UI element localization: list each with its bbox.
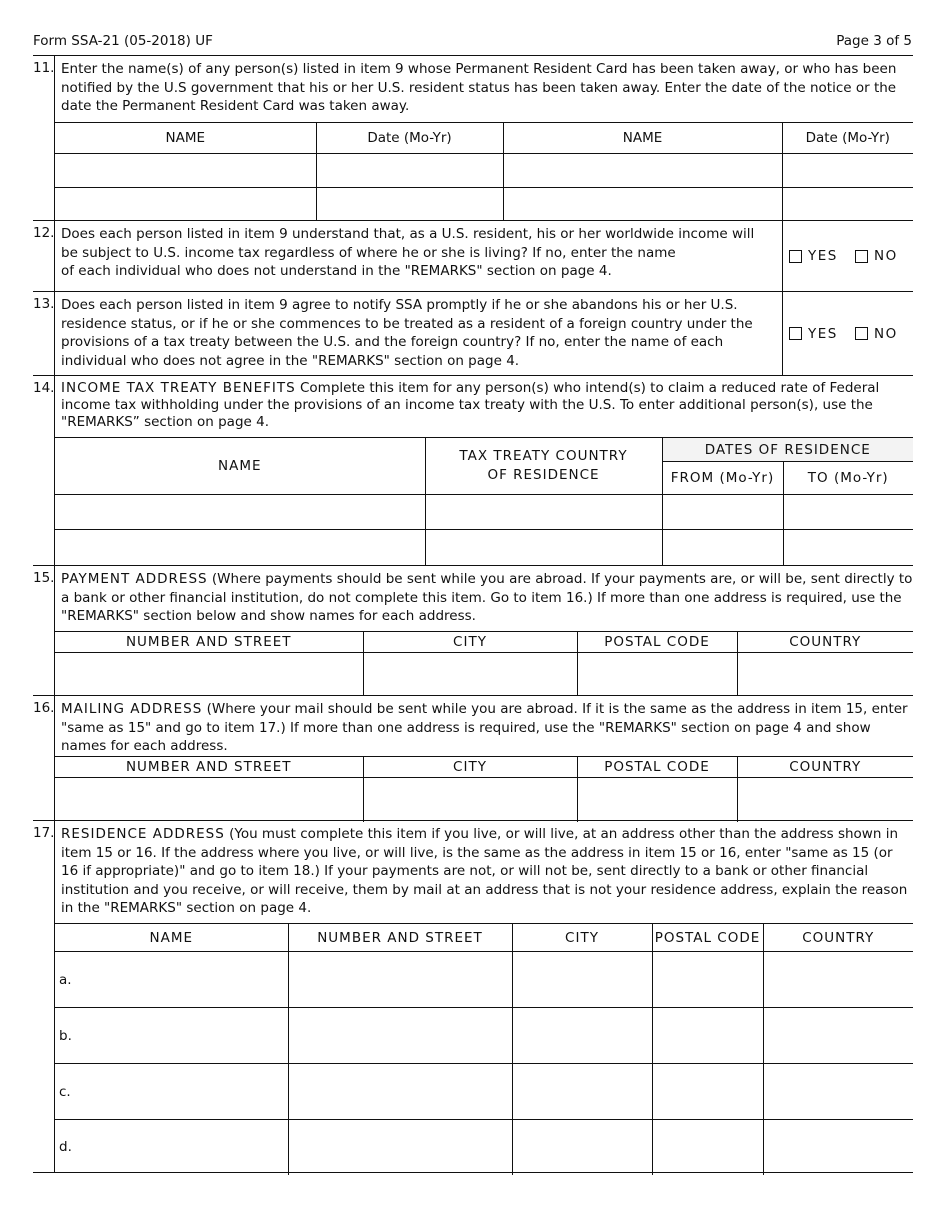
col-country: COUNTRY	[737, 757, 913, 778]
city-field[interactable]	[363, 653, 577, 696]
col-date: Date (Mo-Yr)	[316, 123, 503, 154]
street-field[interactable]	[288, 1008, 512, 1064]
item-17	[33, 820, 913, 1172]
bottom-rule	[33, 1172, 913, 1173]
col-country-line: TAX TREATY COUNTRY	[459, 448, 628, 464]
no-label: NO	[874, 248, 898, 264]
item-number: 16.	[33, 696, 55, 820]
name-field[interactable]	[503, 188, 782, 221]
to-date-field[interactable]	[783, 530, 913, 565]
city-field[interactable]	[363, 778, 577, 822]
col-street: NUMBER AND STREET	[55, 757, 363, 778]
postal-code-field[interactable]	[652, 1064, 763, 1120]
col-from: FROM (Mo-Yr)	[662, 462, 783, 495]
city-field[interactable]	[512, 1064, 652, 1120]
country-field[interactable]	[737, 778, 913, 822]
item-number: 13.	[33, 292, 55, 375]
item-15	[33, 565, 913, 695]
item-13	[33, 291, 913, 375]
no-option[interactable]	[855, 326, 898, 342]
item-17-text	[61, 825, 913, 918]
item-16-description: (Where your mail should be sent while you are abroad. If it is the same as the address in item 15, enter "same as 15" and go to item 17.) If more than one address is required, use the "REMARKS" section on page 4 and show names for each address.	[61, 701, 908, 754]
col-street: NUMBER AND STREET	[288, 924, 512, 952]
item-13-text	[61, 296, 778, 370]
text-line: residence status, or if he or she commences to be treated as a resident of a foreign country under the	[61, 315, 753, 332]
street-field[interactable]	[288, 952, 512, 1008]
name-field[interactable]	[55, 154, 316, 188]
item-15-table	[55, 631, 913, 696]
no-label: NO	[874, 325, 898, 342]
date-field[interactable]	[316, 154, 503, 188]
text-line: Does each person listed in item 9 understand that, as a U.S. resident, his or her worldwide income will	[61, 226, 755, 242]
from-date-field[interactable]	[662, 530, 783, 565]
col-postal-code: POSTAL CODE	[577, 757, 737, 778]
name-field[interactable]	[503, 154, 782, 188]
street-field[interactable]	[55, 653, 363, 696]
yes-checkbox[interactable]	[789, 250, 802, 263]
text-line: be subject to U.S. income tax regardless of where he or she is living? If no, enter the name	[61, 244, 676, 261]
item-12	[33, 220, 913, 291]
item-16-table	[55, 756, 913, 822]
col-country: COUNTRY	[763, 924, 913, 952]
text-line: Does each person listed in item 9 agree to notify SSA promptly if he or she abandons his or her U.S.	[61, 297, 738, 313]
postal-code-field[interactable]	[652, 952, 763, 1008]
col-date: Date (Mo-Yr)	[782, 123, 913, 154]
item-14	[33, 375, 913, 565]
country-field[interactable]	[763, 952, 913, 1008]
item-12-text	[61, 225, 778, 281]
form-id: Form SSA-21 (05-2018) UF	[33, 33, 213, 49]
name-field[interactable]	[55, 530, 425, 565]
col-city: CITY	[512, 924, 652, 952]
item-15-description: (Where payments should be sent while you are abroad. If your payments are, or will be, sent directly to a bank or other financial institution, do not complete this item. Go to item 16.) If more than one address is required, use the "REMARKS" section below and show names for each address.	[61, 571, 913, 624]
item-17-description: (You must complete this item if you live, or will live, at an address other than the address shown in item 15 or 16. If the address where you live, or will live, is the same as the address in item 15 or 16, enter "same as 15 (or 16 if appropriate)" and go to item 18.) If your payments are not, or will not be, sent directly to a bank or other financial institution and you receive, or will receive, them by mail at an address that is not your residence address, explain the reason in the "REMARKS" section on page 4.	[61, 826, 908, 916]
col-postal-code: POSTAL CODE	[652, 924, 763, 952]
street-field[interactable]	[288, 1120, 512, 1175]
col-name: NAME	[503, 123, 782, 154]
yes-checkbox[interactable]	[789, 327, 802, 340]
country-field[interactable]	[425, 530, 662, 565]
col-country-line: OF RESIDENCE	[487, 467, 600, 483]
item-14-description: Complete this item for any person(s) who intend(s) to claim a reduced rate of Federal income tax withholding under the provisions of an income tax treaty with the U.S. To enter additional person(s), use the "REMARKS” section on page 4.	[61, 380, 880, 430]
item-number: 14.	[33, 376, 55, 565]
item-11-table	[55, 122, 913, 221]
row-label[interactable]: b.	[55, 1008, 288, 1064]
item-17-title: RESIDENCE ADDRESS	[61, 826, 225, 842]
col-city: CITY	[363, 757, 577, 778]
item-16	[33, 695, 913, 820]
name-field[interactable]	[55, 188, 316, 221]
postal-code-field[interactable]	[577, 653, 737, 696]
yes-label: YES	[808, 325, 838, 342]
city-field[interactable]	[512, 1120, 652, 1175]
from-date-field[interactable]	[662, 495, 783, 530]
country-field[interactable]	[737, 653, 913, 696]
col-name: NAME	[55, 438, 425, 495]
no-option[interactable]	[855, 248, 898, 264]
item-number: 12.	[33, 221, 55, 291]
to-date-field[interactable]	[783, 495, 913, 530]
item-11	[33, 55, 913, 220]
col-to: TO (Mo-Yr)	[783, 462, 913, 495]
country-field[interactable]	[763, 1008, 913, 1064]
item-14-table	[55, 437, 913, 565]
item-number: 15.	[33, 566, 55, 695]
city-field[interactable]	[512, 952, 652, 1008]
col-country	[425, 438, 662, 495]
item-11-text: Enter the name(s) of any person(s) listed in item 9 whose Permanent Resident Card has been taken away, or who has been notified by the U.S government that his or her U.S. resident status has been taken away. Enter the date of the notice or the date the Permanent Resident Card was taken away.	[61, 61, 897, 114]
col-country: COUNTRY	[737, 632, 913, 653]
text-line: of each individual who does not understand in the "REMARKS" section on page 4.	[61, 263, 612, 279]
yes-option[interactable]	[789, 248, 838, 264]
yes-option[interactable]	[789, 326, 838, 342]
no-checkbox[interactable]	[855, 250, 868, 263]
text-line: individual who does not agree in the "REMARKS" section on page 4.	[61, 352, 520, 369]
date-field[interactable]	[316, 188, 503, 221]
street-field[interactable]	[288, 1064, 512, 1120]
postal-code-field[interactable]	[577, 778, 737, 822]
postal-code-field[interactable]	[652, 1120, 763, 1175]
page-header	[33, 33, 912, 53]
country-field[interactable]	[763, 1064, 913, 1120]
country-field[interactable]	[425, 495, 662, 530]
col-name: NAME	[55, 924, 288, 952]
item-15-text	[61, 570, 913, 626]
col-city: CITY	[363, 632, 577, 653]
street-field[interactable]	[55, 778, 363, 822]
text-line: provisions of a tax treaty between the U.S. and the foreign country? If no, enter the name of each	[61, 334, 724, 350]
yes-no-group	[782, 292, 913, 375]
no-checkbox[interactable]	[855, 327, 868, 340]
name-field[interactable]	[55, 495, 425, 530]
item-number: 11.	[33, 56, 55, 220]
row-label[interactable]: d.	[55, 1120, 288, 1175]
city-field[interactable]	[512, 1008, 652, 1064]
item-17-table	[55, 923, 913, 1175]
page-number: Page 3 of 5	[836, 33, 912, 49]
item-14-text	[61, 380, 913, 431]
row-label[interactable]: a.	[55, 952, 288, 1008]
col-street: NUMBER AND STREET	[55, 632, 363, 653]
date-field[interactable]	[782, 188, 913, 221]
item-14-title: INCOME TAX TREATY BENEFITS	[61, 380, 296, 396]
yes-label: YES	[808, 248, 838, 264]
yes-no-group	[782, 221, 913, 291]
col-name: NAME	[55, 123, 316, 154]
item-15-title: PAYMENT ADDRESS	[61, 571, 208, 587]
item-number: 17.	[33, 821, 55, 1172]
postal-code-field[interactable]	[652, 1008, 763, 1064]
col-dates-of-residence: DATES OF RESIDENCE	[662, 438, 913, 462]
row-label[interactable]: c.	[55, 1064, 288, 1120]
item-16-title: MAILING ADDRESS	[61, 701, 203, 717]
item-16-text	[61, 700, 913, 756]
col-postal-code: POSTAL CODE	[577, 632, 737, 653]
country-field[interactable]	[763, 1120, 913, 1175]
date-field[interactable]	[782, 154, 913, 188]
